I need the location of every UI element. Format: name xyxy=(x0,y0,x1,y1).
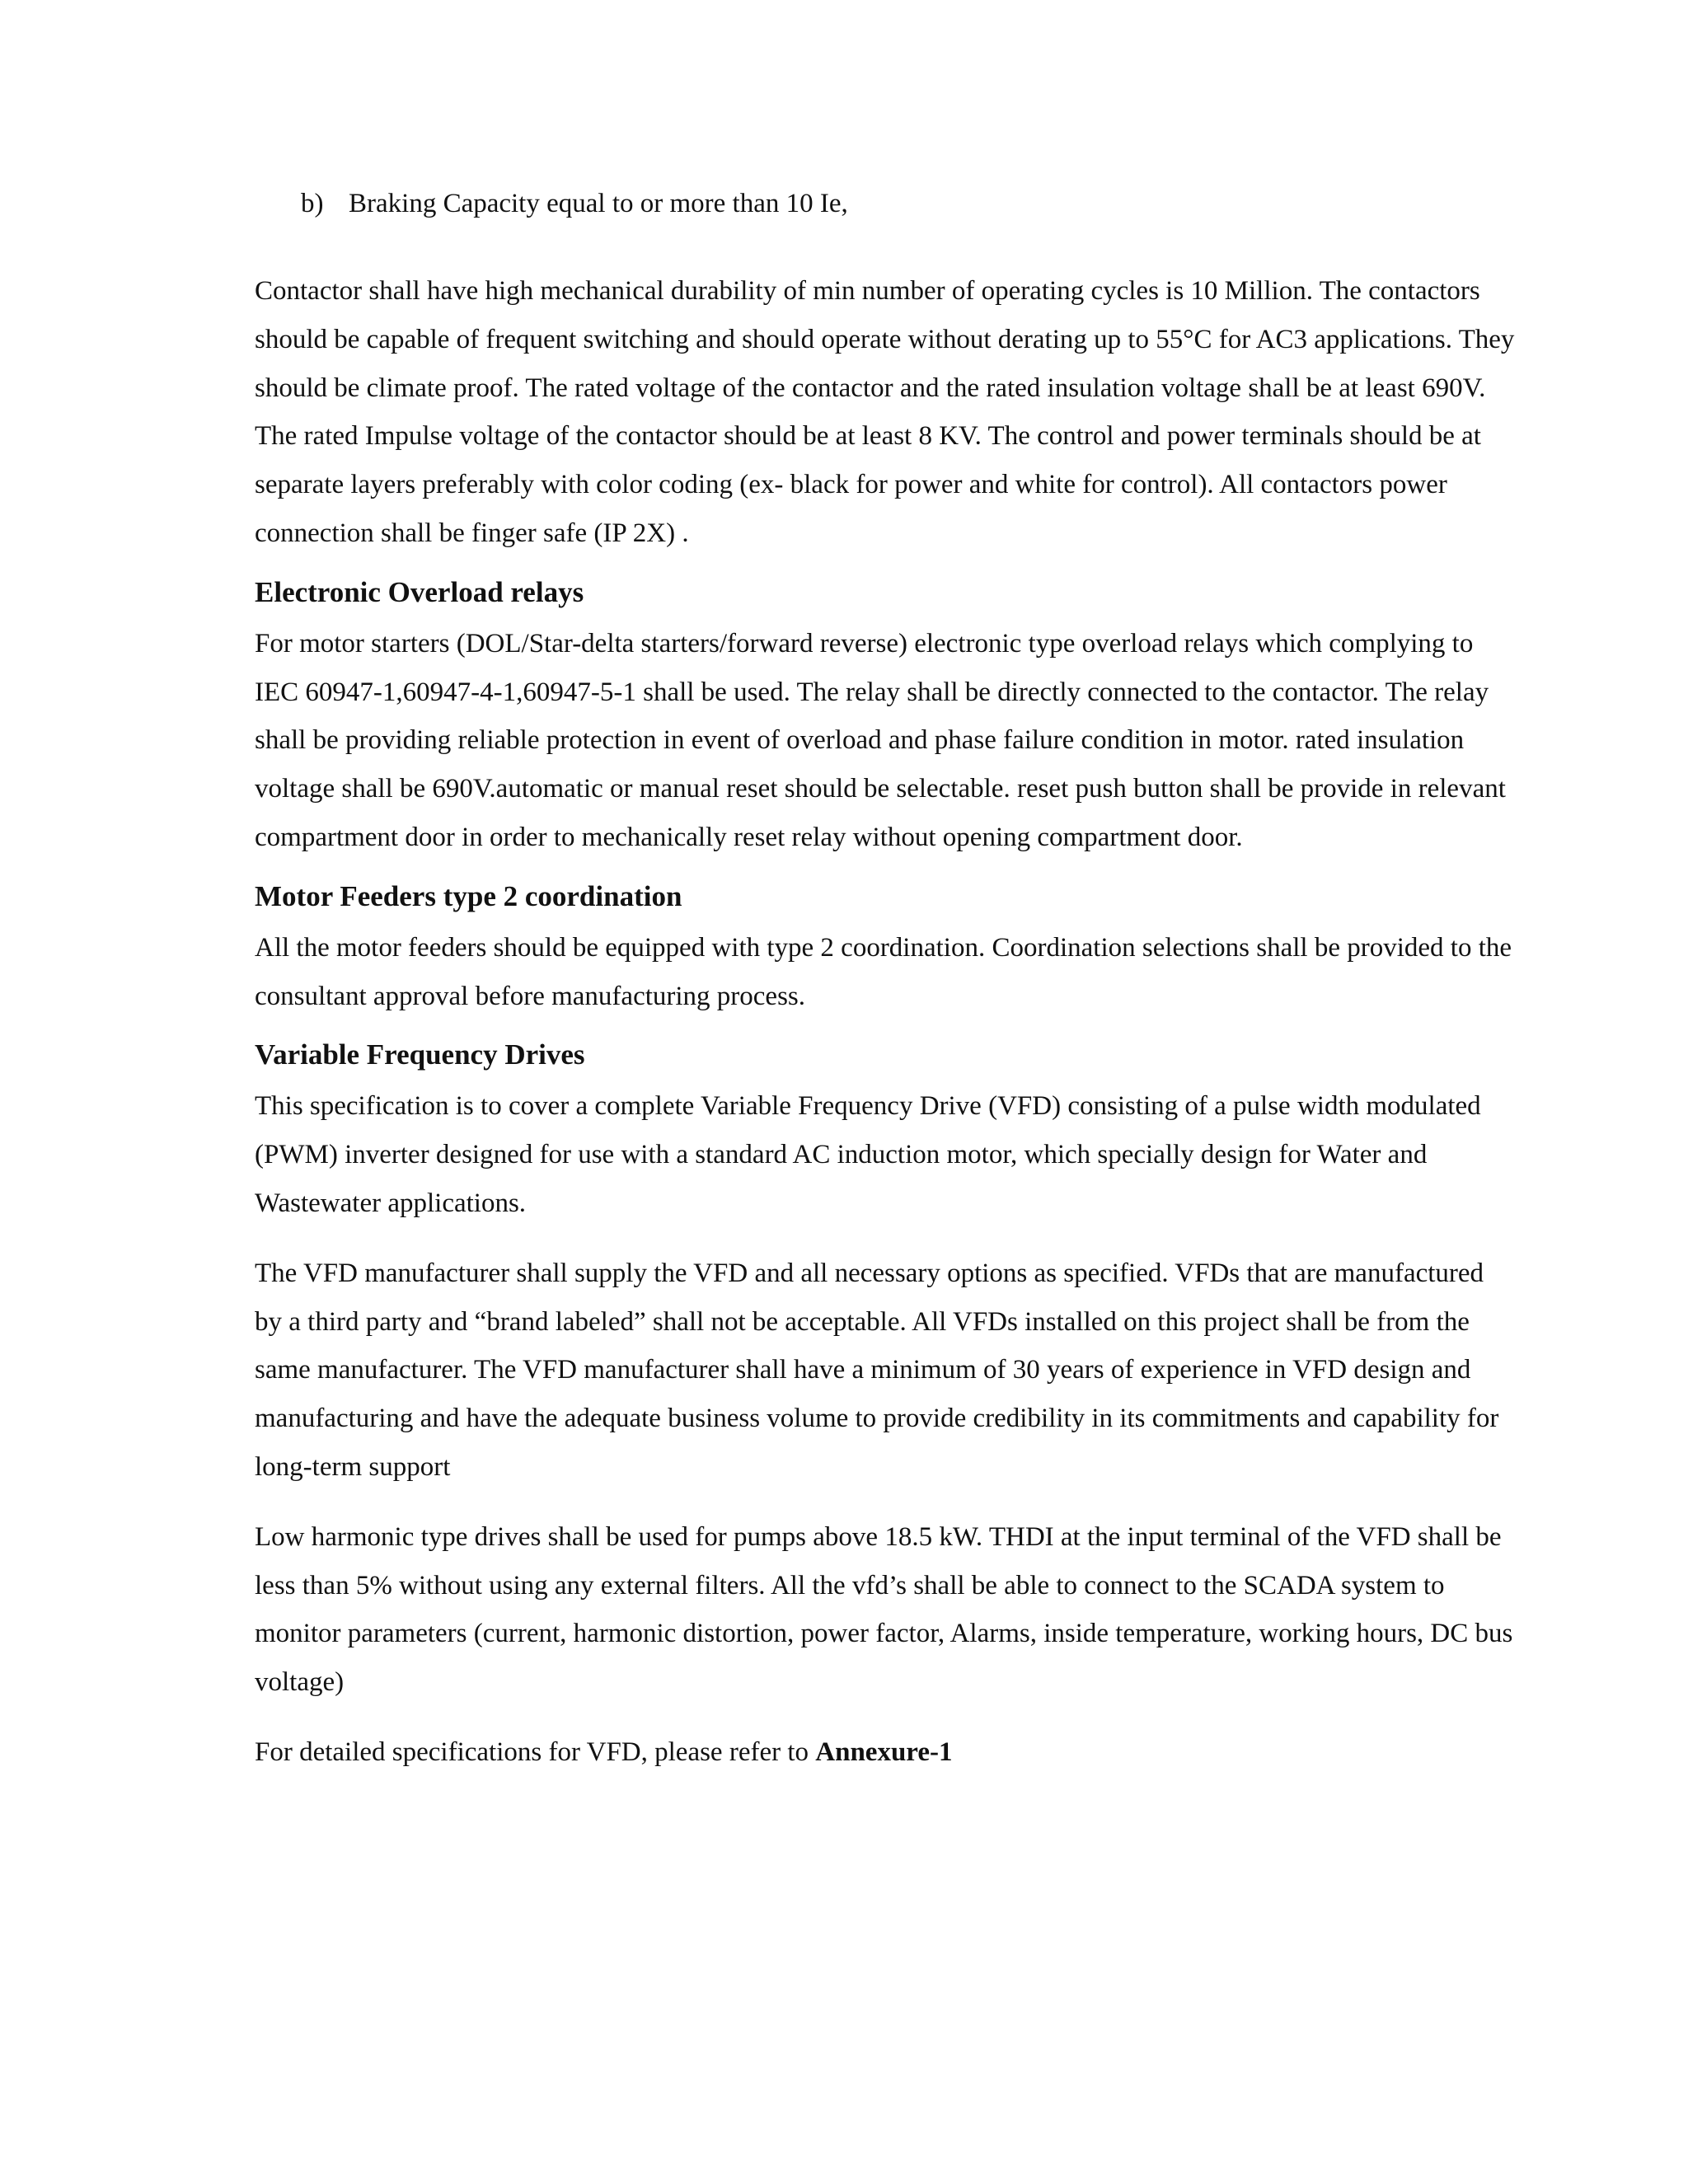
overload-paragraph: For motor starters (DOL/Star-delta starters/forward reverse) electronic type overload relays which complying to IEC 60947-1,60947-4-1,60947-5-1 shall be used. The relay shall be directly connected to the contactor. The relay shall be providing reliable protection in event of overload and phase failure condition in motor. rated insulation voltage shall be 690V.automatic or manual reset should be selectable. reset push button shall be provide in relevant compartment door in order to mechanically reset relay without opening compartment door. xyxy=(255,628,1506,852)
annexure-reference: Annexure-1 xyxy=(815,1736,953,1767)
vfd-paragraph-2: The VFD manufacturer shall supply the VFD and all necessary options as specified. VFDs that are manufactured by a third party and “brand labeled” shall not be acceptable. All VFDs installed on this project shall be from the same manufacturer. The VFD manufacturer shall have a minimum of 30 years of experience in VFD design and manufacturing and have the adequate business volume to provide credibility in its commitments and capability for long-term support xyxy=(255,1258,1499,1482)
list-item-text: Braking Capacity equal to or more than 10 Ie, xyxy=(349,189,848,218)
page-content xyxy=(255,180,1516,1777)
heading-variable-frequency-drives: Variable Frequency Drives xyxy=(255,1038,585,1071)
vfd-paragraph-1: This specification is to cover a complete Variable Frequency Drive (VFD) consisting of a pulse width modulated (PWM) inverter designed for use with a standard AC induction motor, which specially design for Water and Wastewater applications. xyxy=(255,1091,1481,1218)
contactor-paragraph: Contactor shall have high mechanical durability of min number of operating cycles is 10 Million. The contactors should be capable of frequent switching and should operate without derating up to 55°C for AC3 applications. They should be climate proof. The rated voltage of the contactor and the rated insulation voltage shall be at least 690V. The rated Impulse voltage of the contactor should be at least 8 KV. The control and power terminals should be at separate layers preferably with color coding (ex- black for power and white for control). All contactors power connection shall be finger safe (IP 2X) . xyxy=(255,276,1515,548)
vfd-reference-paragraph xyxy=(255,1728,1516,1777)
list-item-braking-capacity xyxy=(301,180,1516,227)
vfd-paragraph-3: Low harmonic type drives shall be used for pumps above 18.5 kW. THDI at the input terminal of the VFD shall be less than 5% without using any external filters. All the vfd’s shall be able to connect to the SCADA system to monitor parameters (current, harmonic distortion, power factor, Alarms, inside temperature, working hours, DC bus voltage) xyxy=(255,1521,1513,1698)
list-marker: b) xyxy=(301,189,324,218)
coordination-paragraph: All the motor feeders should be equipped with type 2 coordination. Coordination selections shall be provided to the consultant approval before manufacturing process. xyxy=(255,932,1512,1011)
heading-electronic-overload-relays: Electronic Overload relays xyxy=(255,575,584,608)
heading-motor-feeders-coordination: Motor Feeders type 2 coordination xyxy=(255,879,682,912)
vfd-reference-text: For detailed specifications for VFD, please refer to xyxy=(255,1736,816,1767)
